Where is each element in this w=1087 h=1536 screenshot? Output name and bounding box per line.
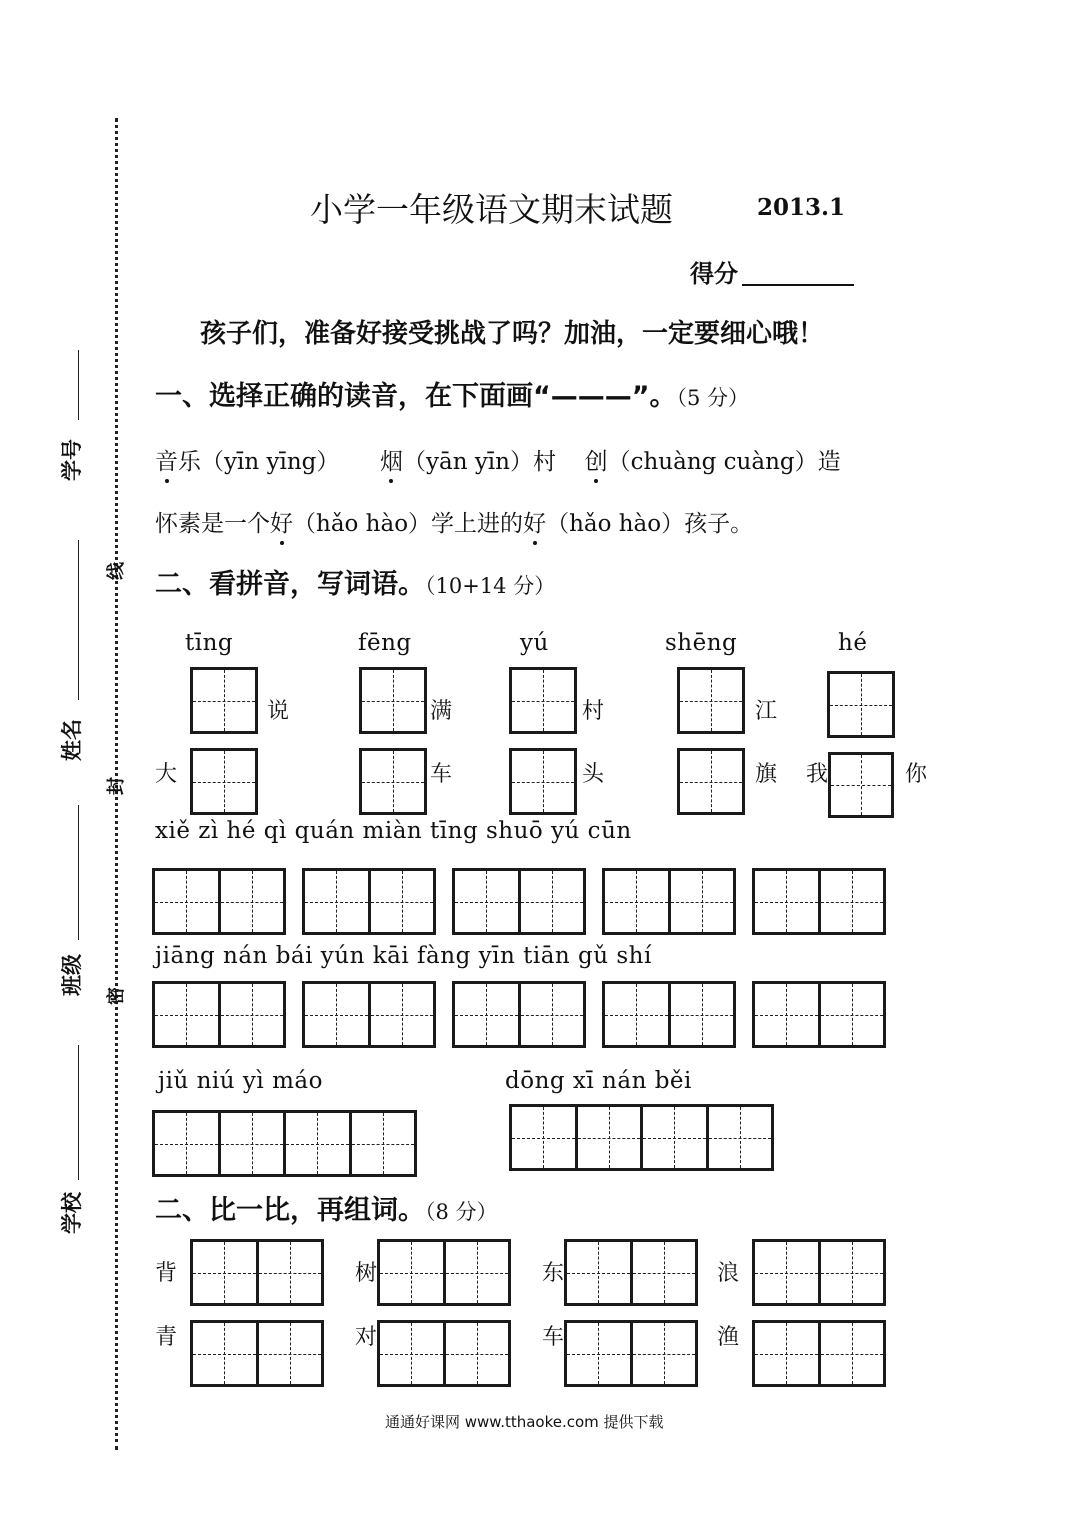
word-char: 大: [155, 762, 178, 787]
dotted-char: 好: [270, 511, 293, 537]
word-box[interactable]: [602, 981, 736, 1048]
word-box[interactable]: [302, 868, 436, 935]
idiom-box[interactable]: [509, 1104, 774, 1171]
word-char: 说: [267, 699, 290, 724]
dotted-char: 好: [523, 511, 547, 537]
word-box[interactable]: [752, 981, 886, 1048]
section2-heading-text: 二、看拼音，写词语。: [155, 569, 425, 600]
compare-char: 东: [542, 1261, 565, 1286]
writing-box[interactable]: [827, 671, 895, 738]
pinyin-label: tīng: [185, 630, 234, 656]
word-char: 村: [582, 699, 605, 724]
option-text: （chuàng cuàng）造: [607, 449, 841, 475]
section1-heading: [155, 374, 749, 413]
compare-char: 背: [155, 1261, 178, 1286]
section3-heading: [155, 1188, 498, 1227]
compare-char: 浪: [717, 1261, 740, 1286]
writing-box[interactable]: [359, 748, 427, 815]
compare-char: 青: [155, 1325, 178, 1350]
page-title: 小学一年级语文期末试题: [310, 190, 673, 229]
word-box[interactable]: [752, 868, 886, 935]
compare-char: 树: [355, 1261, 378, 1286]
compare-char: 渔: [717, 1325, 740, 1350]
word-box[interactable]: [752, 1320, 886, 1387]
word-char: 江: [755, 699, 778, 724]
word-box[interactable]: [752, 1239, 886, 1306]
dotted-char: 烟: [379, 449, 403, 475]
word-char: 车: [430, 762, 453, 787]
option-text: （yān yīn）村: [402, 449, 556, 475]
section1-points: （5 分）: [676, 386, 750, 410]
word-char: 满: [430, 699, 453, 724]
seal-close-char: 密: [106, 987, 127, 1005]
word-box[interactable]: [152, 868, 286, 935]
intro-text: 孩子们，准备好接受挑战了吗？加油，一定要细心哦！: [200, 319, 825, 349]
section2-heading: [155, 562, 555, 601]
section1-line1: [155, 443, 841, 476]
option-text: （hǎo hào）学上进的: [293, 511, 524, 537]
word-char: 我: [806, 762, 829, 787]
writing-box[interactable]: [190, 748, 258, 815]
section1-line2: [155, 505, 753, 538]
section3-points: （8 分）: [425, 1200, 498, 1224]
pinyin-label: shēng: [665, 630, 738, 656]
seal-seal-char: 封: [106, 777, 127, 795]
writing-box[interactable]: [677, 667, 745, 734]
word-box[interactable]: [452, 868, 586, 935]
school-label: 学校: [60, 1192, 84, 1234]
writing-box[interactable]: [828, 752, 894, 818]
score-blank: [742, 284, 854, 286]
idiom-box[interactable]: [152, 1110, 417, 1177]
compare-char: 车: [542, 1325, 565, 1350]
word-box[interactable]: [190, 1239, 324, 1306]
school-blank: [78, 1045, 79, 1180]
section3-heading-text: 二、比一比，再组词。: [155, 1195, 425, 1226]
pinyin-row: dōng xī nán běi: [505, 1068, 692, 1094]
dotted-char: 创: [584, 449, 608, 475]
pinyin-label: yú: [520, 630, 549, 656]
seal-line-char: 线: [106, 562, 127, 580]
word-box[interactable]: [564, 1320, 698, 1387]
section1-heading-text: 一、选择正确的读音，在下面画“———”。: [155, 381, 677, 412]
word-char: 你: [905, 762, 928, 787]
pinyin-row: jiǔ niú yì máo: [158, 1068, 323, 1094]
class-blank: [78, 805, 79, 940]
option-text: 乐（yīn yīng）: [178, 449, 340, 475]
pinyin-row: xiě zì hé qì quán miàn tīng shuō yú cūn: [155, 818, 632, 844]
student-no-label: 学号: [60, 439, 84, 481]
exam-date: 2013.1: [757, 194, 846, 221]
writing-box[interactable]: [677, 748, 745, 815]
class-label: 班级: [60, 954, 84, 996]
word-box[interactable]: [602, 868, 736, 935]
option-text: （hǎo hào）孩子。: [546, 511, 754, 537]
writing-box[interactable]: [509, 748, 577, 815]
writing-box[interactable]: [509, 667, 577, 734]
writing-box[interactable]: [359, 667, 427, 734]
word-char: 旗: [755, 762, 778, 787]
word-box[interactable]: [377, 1320, 511, 1387]
section2-points: （10+14 分）: [425, 574, 556, 598]
compare-char: 对: [355, 1325, 378, 1350]
pinyin-label: fēng: [358, 630, 412, 656]
footer-text: 通通好课网 www.tthaoke.com 提供下载: [385, 1413, 664, 1431]
student-no-blank: [78, 350, 79, 420]
name-blank: [78, 540, 79, 700]
name-label: 姓名: [60, 719, 84, 761]
score-label: 得分: [690, 260, 738, 288]
word-box[interactable]: [302, 981, 436, 1048]
pinyin-row: jiāng nán bái yún kāi fàng yīn tiān gǔ shí: [155, 943, 652, 969]
word-box[interactable]: [190, 1320, 324, 1387]
dotted-char: 音: [155, 449, 178, 475]
word-box[interactable]: [452, 981, 586, 1048]
word-box[interactable]: [564, 1239, 698, 1306]
pinyin-label: hé: [838, 630, 868, 656]
writing-box[interactable]: [190, 667, 258, 734]
sentence-text: 怀素是一个: [155, 511, 270, 537]
word-box[interactable]: [152, 981, 286, 1048]
word-char: 头: [582, 762, 605, 787]
word-box[interactable]: [377, 1239, 511, 1306]
